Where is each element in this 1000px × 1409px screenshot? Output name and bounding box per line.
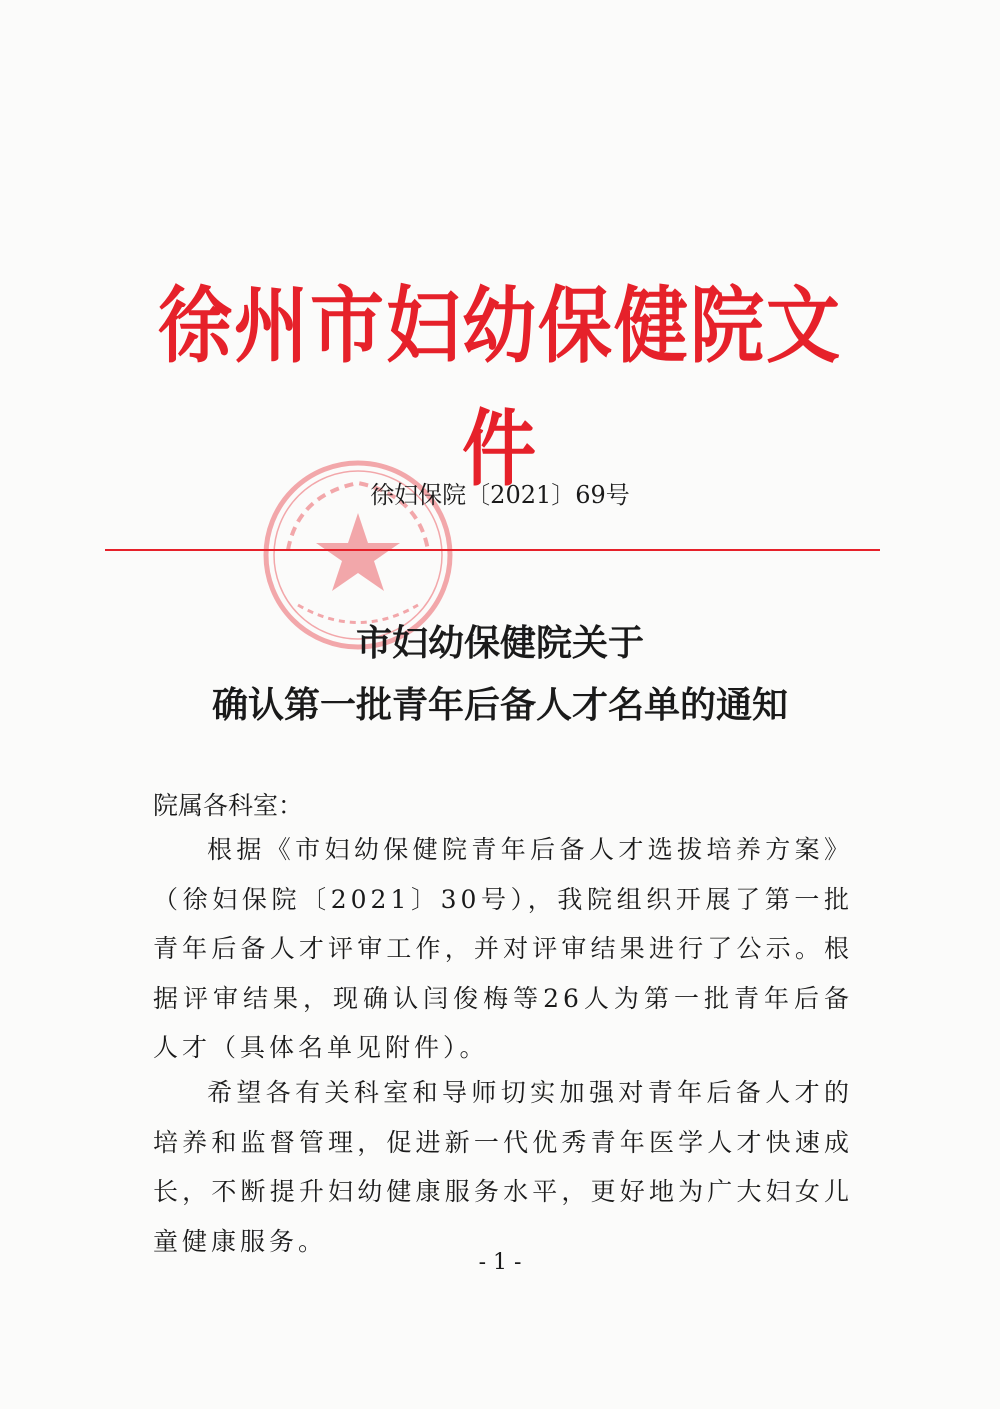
notice-title-line-1: 市妇幼保健院关于 (355, 622, 644, 664)
red-divider-line (105, 549, 880, 551)
body-paragraph-1: 根据《市妇幼保健院青年后备人才选拔培养方案》（徐妇保院〔2021〕30号），我院组织开展了第一批青年后备人才评审工作，并对评审结果进行了公示。根据评审结果，现确认闫俊梅等26人为第一批青年后备人才（具体名单见附件）。 (153, 835, 853, 1062)
org-header-title: 徐州市妇幼保健院文件 (158, 278, 842, 498)
notice-title-line-2: 确认第一批青年后备人才名单的通知 (211, 684, 788, 726)
body-paragraph-2: 希望各有关科室和导师切实加强对青年后备人才的培养和监督管理，促进新一代优秀青年医学人才快速成长，不断提升妇幼健康服务水平，更好地为广大妇女儿童健康服务。 (153, 1078, 853, 1256)
salutation: 院属各科室： (153, 791, 304, 820)
page-number: - 1 - (478, 1250, 522, 1275)
document-number: 徐妇保院〔2021〕69号 (370, 481, 630, 509)
notice-title (120, 612, 880, 736)
